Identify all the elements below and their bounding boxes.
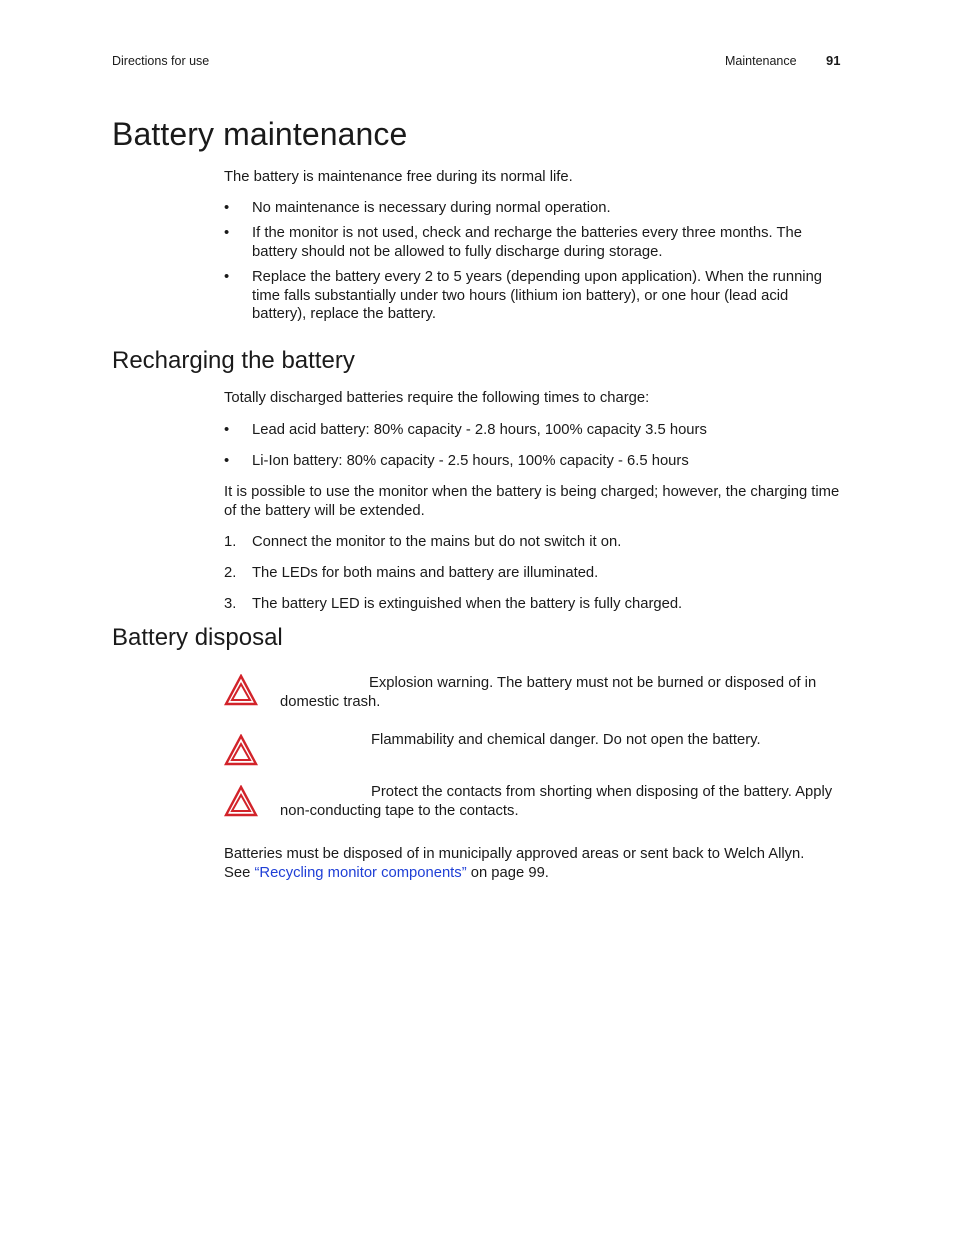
recycling-components-link[interactable]: “Recycling monitor components” [254,864,467,881]
list-item-text: Li-Ion battery: 80% capacity - 2.5 hours, 100% capacity - 6.5 hours [252,453,689,469]
recharging-intro: Totally discharged batteries require the following times to charge: [224,390,650,406]
see-suffix: on page 99. [466,864,549,881]
list-item-text: No maintenance is necessary during normal operation. [252,200,611,216]
section-title-recharging: Recharging the battery [112,347,355,374]
step-number: 2. [224,565,237,581]
bullet-marker: • [224,269,230,285]
step-number: 1. [224,534,237,550]
bullet-marker: • [224,200,230,216]
list-item-text: Replace the battery every 2 to 5 years (depending upon application). When the running time falls substantially under two hours (lithium ion battery), or one hour (lead acid battery), replace the battery. [252,269,823,323]
warning-text: Flammability and chemical danger. Do not open the battery. [371,732,761,748]
step-text: The LEDs for both mains and battery are illuminated. [252,565,599,581]
section-title-battery-maintenance: Battery maintenance [112,116,408,152]
running-header-title: Directions for use [112,54,210,68]
maintenance-intro: The battery is maintenance free during its normal life. [224,169,573,185]
bullet-marker: • [224,422,230,438]
step-number: 3. [224,596,237,612]
warning-text: Protect the contacts from shorting when disposing of the battery. Apply non-conducting tape to the contacts. [280,784,833,819]
disposal-closing-paragraph [224,845,844,882]
step-text: The battery LED is extinguished when the battery is fully charged. [252,596,683,612]
charging-note: It is possible to use the monitor when the battery is being charged; however, the charging time of the battery will be extended. [224,484,840,519]
bullet-marker: • [224,453,230,469]
warning-text: Explosion warning. The battery must not be burned or disposed of in domestic trash. [280,675,817,710]
warning-triangle-icon [224,674,258,706]
list-item-text: If the monitor is not used, check and recharge the batteries every three months. The battery should not be allowed to fully discharge during storage. [252,225,802,260]
running-header-section: Maintenance [725,54,797,68]
step-text: Connect the monitor to the mains but do not switch it on. [252,534,622,550]
warning-triangle-icon [224,734,258,766]
see-prefix: See [224,864,255,881]
disposal-closing-text: Batteries must be disposed of in municipally approved areas or sent back to Welch Allyn. [224,846,805,862]
bullet-marker: • [224,225,230,241]
list-item-text: Lead acid battery: 80% capacity - 2.8 hours, 100% capacity 3.5 hours [252,422,707,438]
section-title-battery-disposal: Battery disposal [112,624,283,651]
page-number: 91 [826,53,841,68]
warning-triangle-icon [224,785,258,817]
